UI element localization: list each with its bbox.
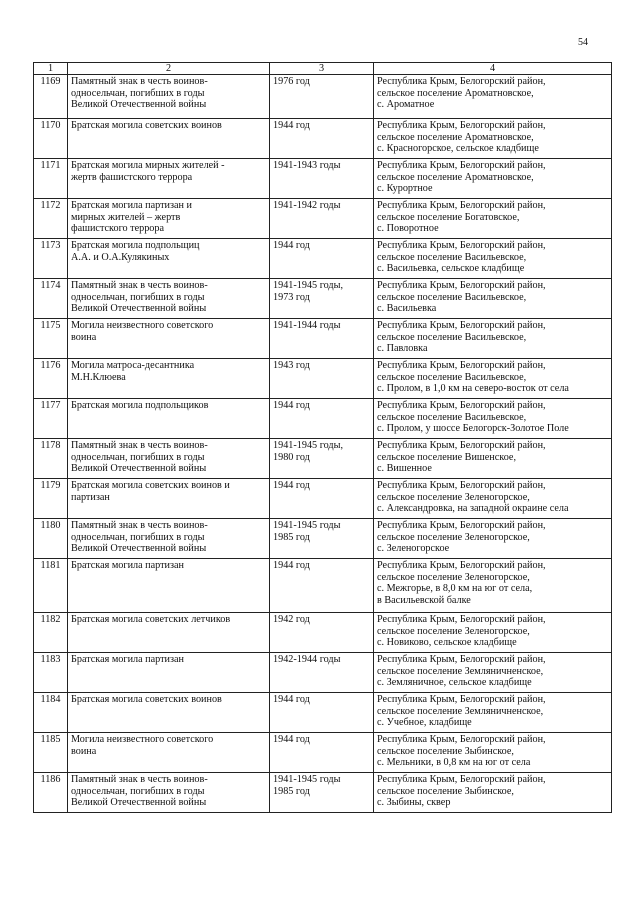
monument-name-line: Памятный знак в честь воинов- — [71, 280, 208, 291]
row-number: 1177 — [40, 400, 61, 411]
monument-date-line: 1980 год — [273, 451, 310, 463]
monument-date-cell — [270, 479, 374, 519]
monument-name-cell — [68, 159, 270, 199]
monument-location-cell — [374, 733, 612, 773]
monument-date-cell — [270, 613, 374, 653]
monument-location-line: Республика Крым, Белогорский район, — [377, 200, 546, 211]
monument-location-line: сельское поселение Васильевское, — [377, 331, 527, 343]
monument-name-cell — [68, 359, 270, 399]
monument-name-line: Великой Отечественной войны — [71, 99, 207, 111]
table-row — [34, 479, 612, 519]
monument-name-cell — [68, 613, 270, 653]
row-number-cell — [34, 319, 68, 359]
monument-location-cell — [374, 399, 612, 439]
row-number-cell — [34, 239, 68, 279]
monument-name-line: фашистского террора — [71, 223, 164, 235]
monument-location-line: с. Красногорское, сельское кладбище — [377, 143, 539, 155]
monument-location-cell — [374, 199, 612, 239]
monument-location-line: с. Межгорье, в 8,0 км на юг от села, — [377, 583, 533, 595]
table-row — [34, 359, 612, 399]
monument-date-cell — [270, 239, 374, 279]
table-row — [34, 519, 612, 559]
monument-location-line: с. Поворотное — [377, 223, 439, 235]
monument-date-cell — [270, 773, 374, 813]
monument-date-cell — [270, 439, 374, 479]
monument-name-cell — [68, 773, 270, 813]
monument-location-line: с. Курортное — [377, 183, 433, 195]
row-number-cell — [34, 733, 68, 773]
monument-location-cell — [374, 613, 612, 653]
monument-location-line: сельское поселение Ароматновское, — [377, 87, 534, 99]
monument-name-line: Братская могила советских воинов и — [71, 480, 230, 491]
monument-location-line: с. Павловка — [377, 343, 428, 355]
monument-name-line: Братская могила советских летчиков — [71, 614, 231, 625]
monument-name-line: жертв фашистского террора — [71, 171, 193, 183]
table-row — [34, 199, 612, 239]
monument-date-line: 1944 год — [273, 240, 310, 251]
monument-location-line: Республика Крым, Белогорский район, — [377, 734, 546, 745]
monument-date-line: 1942 год — [273, 614, 310, 625]
row-number-cell — [34, 613, 68, 653]
monument-name-line: Памятный знак в честь воинов- — [71, 440, 208, 451]
monument-name-line: воина — [71, 331, 97, 343]
row-number-cell — [34, 159, 68, 199]
row-number: 1176 — [40, 360, 61, 371]
table-row — [34, 773, 612, 813]
monument-location-cell — [374, 319, 612, 359]
monument-location-cell — [374, 359, 612, 399]
table-row — [34, 439, 612, 479]
monument-name-line: Братская могила советских воинов — [71, 694, 222, 705]
monument-name-line: Братская могила подпольщиц — [71, 240, 200, 251]
monument-date-line: 1944 год — [273, 560, 310, 571]
monument-location-line: Республика Крым, Белогорский район, — [377, 614, 546, 625]
monument-location-cell — [374, 75, 612, 119]
row-number: 1180 — [40, 520, 61, 531]
monument-location-line: с. Васильевка, сельское кладбище — [377, 263, 525, 275]
monument-location-line: с. Зеленогорское — [377, 543, 450, 555]
row-number: 1185 — [40, 734, 61, 745]
monument-location-line: сельское поселение Ароматновское, — [377, 131, 534, 143]
monument-location-line: сельское поселение Богатовское, — [377, 211, 520, 223]
monument-location-line: сельское поселение Васильевское, — [377, 251, 527, 263]
monument-location-line: сельское поселение Ароматновское, — [377, 171, 534, 183]
monument-location-line: сельское поселение Зеленогорское, — [377, 491, 530, 503]
table-row — [34, 559, 612, 613]
monument-name-cell — [68, 319, 270, 359]
row-number: 1181 — [40, 560, 61, 571]
monument-date-line: 1944 год — [273, 400, 310, 411]
monument-name-line: Братская могила подпольщиков — [71, 400, 209, 411]
row-number: 1174 — [40, 280, 61, 291]
monument-location-line: сельское поселение Вишенское, — [377, 451, 516, 463]
row-number: 1169 — [40, 76, 61, 87]
monument-name-line: Памятный знак в честь воинов- — [71, 76, 208, 87]
table-row — [34, 75, 612, 119]
monument-location-cell — [374, 159, 612, 199]
monument-location-line: Республика Крым, Белогорский район, — [377, 120, 546, 131]
monument-location-cell — [374, 559, 612, 613]
row-number: 1184 — [40, 694, 61, 705]
monument-location-line: сельское поселение Земляничненское, — [377, 705, 544, 717]
monument-location-line: Республика Крым, Белогорский район, — [377, 654, 546, 665]
monument-location-line: Республика Крым, Белогорский район, — [377, 320, 546, 331]
monument-name-line: Могила неизвестного советского — [71, 734, 214, 745]
monument-location-line: Республика Крым, Белогорский район, — [377, 560, 546, 571]
monument-name-line: Братская могила партизан — [71, 654, 185, 665]
row-number-cell — [34, 519, 68, 559]
monument-date-line: 1944 год — [273, 480, 310, 491]
monument-date-cell — [270, 519, 374, 559]
monument-location-line: с. Ароматное — [377, 99, 435, 111]
monument-location-line: сельское поселение Зыбинское, — [377, 745, 514, 757]
table-row — [34, 733, 612, 773]
monument-name-cell — [68, 75, 270, 119]
monument-name-line: односельчан, погибших в годы — [71, 785, 205, 797]
monument-name-line: Братская могила партизан — [71, 560, 185, 571]
monument-date-line: 1943 год — [273, 360, 310, 371]
monument-name-line: Братская могила мирных жителей - — [71, 160, 225, 171]
monument-name-cell — [68, 519, 270, 559]
monument-date-cell — [270, 399, 374, 439]
table-row — [34, 399, 612, 439]
column-header-number: 1 — [34, 63, 68, 75]
monument-location-line: Республика Крым, Белогорский район, — [377, 76, 546, 87]
monument-date-cell — [270, 733, 374, 773]
monument-date-cell — [270, 199, 374, 239]
row-number: 1172 — [40, 200, 61, 211]
monument-location-line: Республика Крым, Белогорский район, — [377, 480, 546, 491]
row-number: 1183 — [40, 654, 61, 665]
monument-location-line: с. Новиково, сельское кладбище — [377, 637, 517, 649]
monument-name-cell — [68, 119, 270, 159]
table-row — [34, 613, 612, 653]
monument-location-line: Республика Крым, Белогорский район, — [377, 160, 546, 171]
monument-date-cell — [270, 119, 374, 159]
monument-name-line: односельчан, погибших в годы — [71, 87, 205, 99]
monument-name-cell — [68, 559, 270, 613]
monument-location-cell — [374, 479, 612, 519]
monument-location-cell — [374, 653, 612, 693]
monument-location-line: сельское поселение Васильевское, — [377, 371, 527, 383]
monument-location-line: сельское поселение Васильевское, — [377, 291, 527, 303]
monument-location-line: Республика Крым, Белогорский район, — [377, 694, 546, 705]
column-header-name: 2 — [68, 63, 270, 75]
row-number-cell — [34, 693, 68, 733]
monument-name-line: односельчан, погибших в годы — [71, 531, 205, 543]
monument-name-line: Великой Отечественной войны — [71, 303, 207, 315]
row-number: 1175 — [40, 320, 61, 331]
monument-location-line: в Васильевской балке — [377, 594, 471, 606]
monument-location-line: сельское поселение Зыбинское, — [377, 785, 514, 797]
monument-date-line: 1985 год — [273, 531, 310, 543]
monument-name-line: Великой Отечественной войны — [71, 543, 207, 555]
monument-name-line: Братская могила партизан и — [71, 200, 193, 211]
monument-date-line: 1944 год — [273, 120, 310, 131]
monument-date-cell — [270, 75, 374, 119]
row-number: 1170 — [40, 120, 61, 131]
monument-location-line: с. Вишенное — [377, 463, 432, 475]
row-number: 1178 — [40, 440, 61, 451]
monument-location-line: с. Александровка, на западной окраине села — [377, 503, 569, 515]
monument-name-line: Могила неизвестного советского — [71, 320, 214, 331]
monument-name-line: Памятный знак в честь воинов- — [71, 520, 208, 531]
row-number-cell — [34, 439, 68, 479]
monument-name-line: Великой Отечественной войны — [71, 797, 207, 809]
monument-date-line: 1944 год — [273, 694, 310, 705]
monument-location-line: с. Зыбины, сквер — [377, 797, 451, 809]
monument-date-cell — [270, 159, 374, 199]
monument-name-line: Могила матроса-десантника — [71, 360, 195, 371]
monument-date-cell — [270, 653, 374, 693]
monument-date-line: 1941-1945 годы, — [273, 440, 343, 451]
monument-location-cell — [374, 239, 612, 279]
table-row — [34, 319, 612, 359]
monument-name-line: Братская могила советских воинов — [71, 120, 222, 131]
monument-date-line: 1941-1945 годы — [273, 520, 341, 531]
monument-date-line: 1941-1943 годы — [273, 160, 341, 171]
monument-location-line: сельское поселение Зеленогорское, — [377, 625, 530, 637]
monument-name-line: Памятный знак в честь воинов- — [71, 774, 208, 785]
monument-location-line: сельское поселение Зеленогорское, — [377, 571, 530, 583]
monument-date-line: 1944 год — [273, 734, 310, 745]
row-number: 1173 — [40, 240, 61, 251]
monument-location-line: с. Земляничное, сельское кладбище — [377, 677, 532, 689]
monument-name-line: мирных жителей – жертв — [71, 211, 181, 223]
monument-location-cell — [374, 519, 612, 559]
monument-name-line: односельчан, погибших в годы — [71, 291, 205, 303]
monument-name-line: воина — [71, 745, 97, 757]
monuments-table — [33, 62, 612, 813]
monument-location-line: сельское поселение Зеленогорское, — [377, 531, 530, 543]
table-row — [34, 159, 612, 199]
row-number: 1186 — [40, 774, 61, 785]
table-row — [34, 279, 612, 319]
table-row — [34, 693, 612, 733]
monument-location-cell — [374, 773, 612, 813]
column-header-date: 3 — [270, 63, 374, 75]
monument-name-cell — [68, 279, 270, 319]
monument-name-cell — [68, 733, 270, 773]
monument-location-line: с. Васильевка — [377, 303, 437, 315]
monument-name-cell — [68, 693, 270, 733]
monument-location-line: с. Учебное, кладбище — [377, 717, 472, 729]
monument-date-line: 1973 год — [273, 291, 310, 303]
monument-date-cell — [270, 359, 374, 399]
monument-date-line: 1941-1945 годы — [273, 774, 341, 785]
monument-location-cell — [374, 693, 612, 733]
monument-name-line: Великой Отечественной войны — [71, 463, 207, 475]
table-row — [34, 239, 612, 279]
row-number-cell — [34, 199, 68, 239]
monument-name-cell — [68, 479, 270, 519]
monument-location-cell — [374, 439, 612, 479]
page-number: 54 — [578, 37, 588, 48]
monument-date-cell — [270, 319, 374, 359]
row-number-cell — [34, 653, 68, 693]
row-number: 1182 — [40, 614, 61, 625]
monument-name-line: партизан — [71, 491, 110, 503]
monument-location-line: сельское поселение Васильевское, — [377, 411, 527, 423]
monument-name-cell — [68, 653, 270, 693]
monument-date-line: 1941-1942 годы — [273, 200, 341, 211]
row-number-cell — [34, 773, 68, 813]
monument-name-cell — [68, 399, 270, 439]
row-number-cell — [34, 279, 68, 319]
row-number: 1179 — [40, 480, 61, 491]
row-number-cell — [34, 479, 68, 519]
monument-location-line: Республика Крым, Белогорский район, — [377, 240, 546, 251]
monument-name-line: М.Н.Клюева — [71, 371, 126, 383]
monument-location-cell — [374, 119, 612, 159]
monument-date-line: 1985 год — [273, 785, 310, 797]
monument-date-cell — [270, 559, 374, 613]
column-header-location: 4 — [374, 63, 612, 75]
row-number-cell — [34, 559, 68, 613]
table-row — [34, 119, 612, 159]
table-header-row — [34, 63, 612, 75]
monument-date-line: 1942-1944 годы — [273, 654, 341, 665]
monument-name-cell — [68, 239, 270, 279]
monument-location-line: Республика Крым, Белогорский район, — [377, 360, 546, 371]
monument-location-line: Республика Крым, Белогорский район, — [377, 400, 546, 411]
monument-location-line: Республика Крым, Белогорский район, — [377, 440, 546, 451]
monument-location-line: с. Пролом, в 1,0 км на северо-восток от села — [377, 383, 569, 395]
monument-name-line: А.А. и О.А.Кулякиных — [71, 251, 170, 263]
monument-date-line: 1976 год — [273, 76, 310, 87]
monument-location-line: с. Мельники, в 0,8 км на юг от села — [377, 757, 531, 769]
monument-location-cell — [374, 279, 612, 319]
monument-location-line: Республика Крым, Белогорский район, — [377, 520, 546, 531]
monument-date-cell — [270, 693, 374, 733]
monument-date-line: 1941-1944 годы — [273, 320, 341, 331]
monument-date-cell — [270, 279, 374, 319]
row-number-cell — [34, 119, 68, 159]
monument-location-line: с. Пролом, у шоссе Белогорск-Золотое Поле — [377, 423, 569, 435]
row-number-cell — [34, 399, 68, 439]
monument-location-line: Республика Крым, Белогорский район, — [377, 280, 546, 291]
monument-location-line: Республика Крым, Белогорский район, — [377, 774, 546, 785]
row-number-cell — [34, 359, 68, 399]
monument-name-cell — [68, 439, 270, 479]
row-number-cell — [34, 75, 68, 119]
row-number: 1171 — [40, 160, 61, 171]
table-row — [34, 653, 612, 693]
monument-name-cell — [68, 199, 270, 239]
monument-date-line: 1941-1945 годы, — [273, 280, 343, 291]
monument-location-line: сельское поселение Земляничненское, — [377, 665, 544, 677]
table-body — [34, 75, 612, 813]
monument-name-line: односельчан, погибших в годы — [71, 451, 205, 463]
